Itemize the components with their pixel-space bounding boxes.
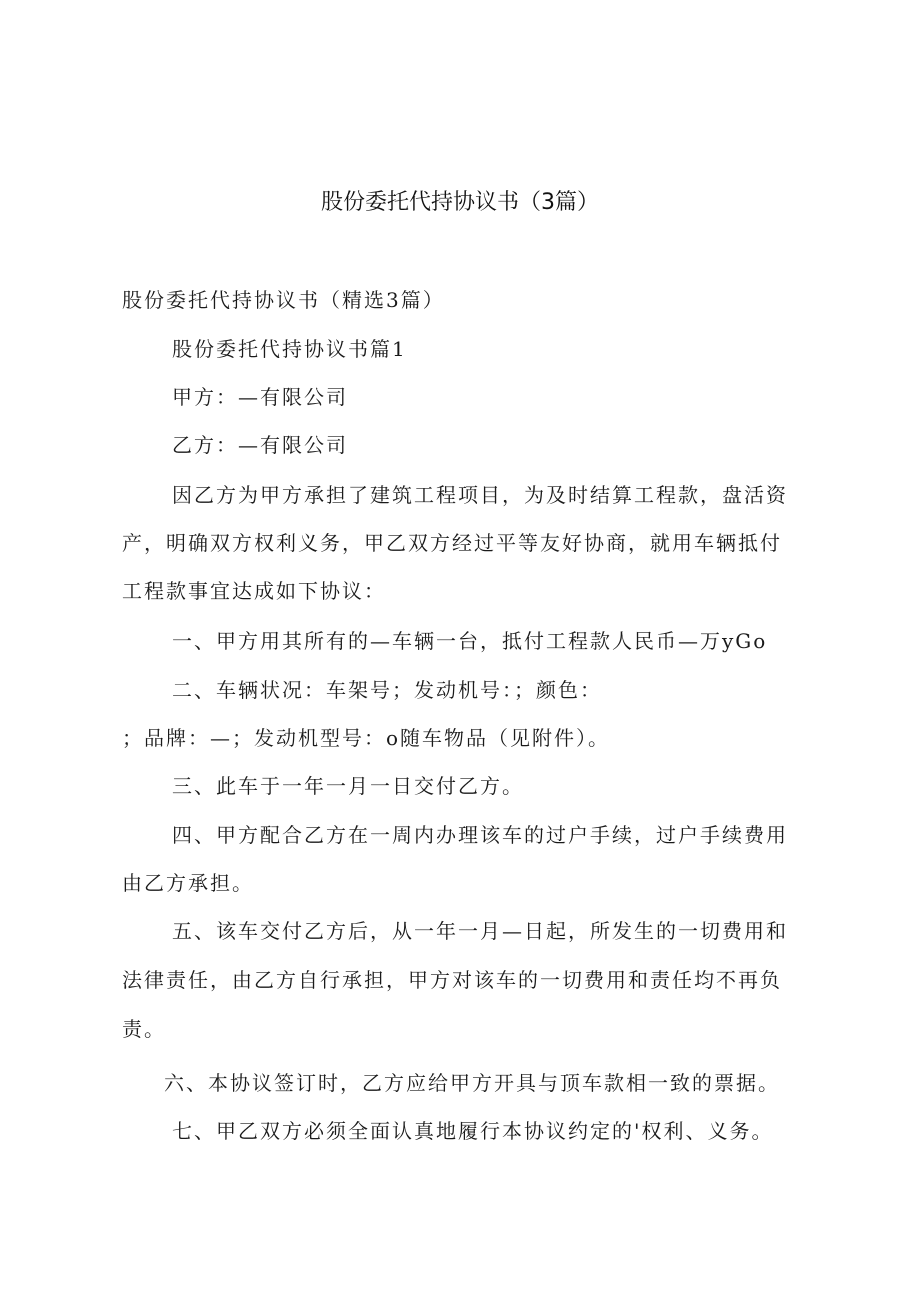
clause-7-line: 七、甲乙双方必须全面认真地履行本协议约定的'权利、义务。 [172, 1119, 774, 1143]
clause-1-line: 一、甲方用其所有的—车辆一台，抵付工程款人民币—万yGo [172, 629, 768, 653]
clause-3-line: 三、此车于一年一月一日交付乙方。 [172, 774, 524, 798]
subtitle-line: 股份委托代持协议书（精选3篇） [122, 288, 445, 312]
party-a-line: 甲方：—有限公司 [172, 385, 348, 409]
body-paragraph-line: 产，明确双方权利义务，甲乙双方经过平等友好协商，就用车辆抵付 [122, 531, 782, 555]
party-b-line: 乙方：—有限公司 [172, 433, 348, 457]
clause-4-line: 四、甲方配合乙方在一周内办理该车的过户手续，过户手续费用 [172, 823, 788, 847]
clause-6-line: 六、本协议签订时，乙方应给甲方开具与顶车款相一致的票据。 [164, 1071, 780, 1095]
clause-5-line: 责。 [122, 1017, 166, 1041]
section-heading: 股份委托代持协议书篇1 [172, 337, 407, 361]
document-title: 股份委托代持协议书（3篇） [321, 190, 599, 215]
clause-4-line: 由乙方承担。 [122, 871, 254, 895]
body-paragraph-line: 因乙方为甲方承担了建筑工程项目，为及时结算工程款，盘活资 [172, 483, 788, 507]
clause-2-line: ；品牌：—；发动机型号：o随车物品（见附件）。 [122, 726, 611, 750]
body-paragraph-line: 工程款事宜达成如下协议： [122, 579, 386, 603]
clause-5-line: 五、该车交付乙方后，从一年一月—日起，所发生的一切费用和 [172, 919, 788, 943]
clause-5-line: 法律责任，由乙方自行承担，甲方对该车的一切费用和责任均不再负 [122, 968, 782, 992]
clause-2-line: 二、车辆状况：车架号；发动机号：；颜色： [172, 678, 602, 702]
